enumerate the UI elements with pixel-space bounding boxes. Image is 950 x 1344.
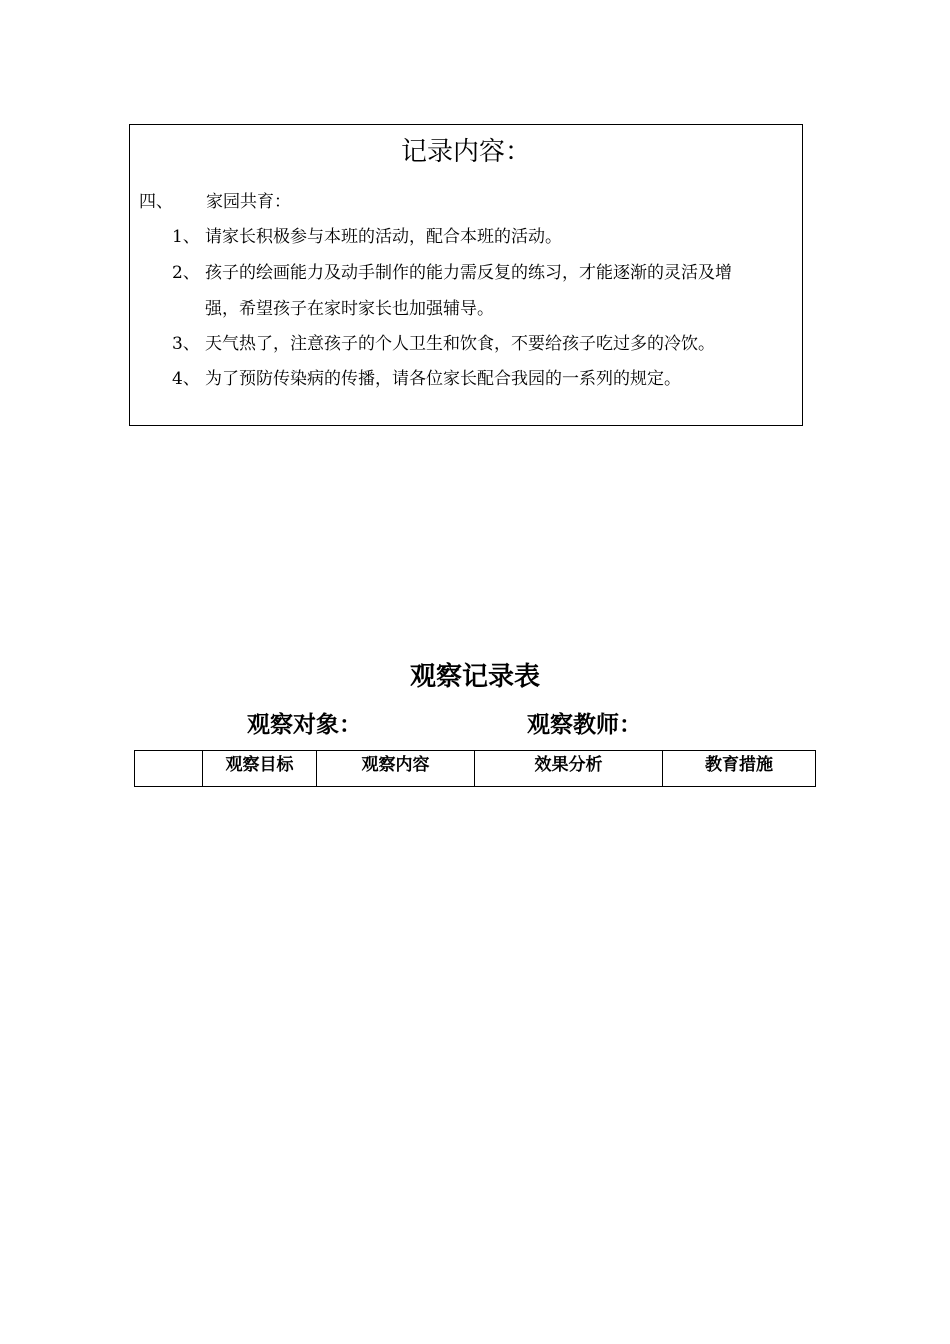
observation-subject-label: 观察对象： (247, 711, 362, 738)
item-text: 为了预防传染病的传播，请各位家长配合我园的一系列的规定。 (205, 369, 681, 389)
item-text-continued: 强，希望孩子在家时家长也加强辅导。 (205, 299, 494, 319)
header-cell-content: 观察内容 (317, 751, 475, 787)
section-text: 家园共育： (206, 192, 291, 212)
item-number: 2、 (172, 263, 200, 283)
observation-table (134, 750, 816, 787)
observation-title: 观察记录表 (409, 662, 540, 692)
header-cell-analysis: 效果分析 (475, 751, 663, 787)
item-text: 天气热了，注意孩子的个人卫生和饮食，不要给孩子吃过多的冷饮。 (205, 334, 715, 354)
item-number: 4、 (172, 369, 200, 389)
item-number: 1、 (172, 227, 200, 247)
item-text: 孩子的绘画能力及动手制作的能力需反复的练习，才能逐渐的灵活及增 (205, 263, 732, 283)
observation-teacher-label: 观察教师： (527, 711, 642, 738)
header-cell-blank (135, 751, 203, 787)
record-content-box (129, 124, 803, 426)
header-cell-measures: 教育措施 (663, 751, 816, 787)
header-cell-goal: 观察目标 (203, 751, 317, 787)
section-heading (139, 191, 291, 213)
item-number: 3、 (172, 334, 200, 354)
item-text: 请家长积极参与本班的活动，配合本班的活动。 (205, 227, 562, 247)
table-header-row (135, 751, 816, 787)
record-title: 记录内容： (400, 137, 531, 167)
section-number: 四、 (139, 192, 173, 212)
